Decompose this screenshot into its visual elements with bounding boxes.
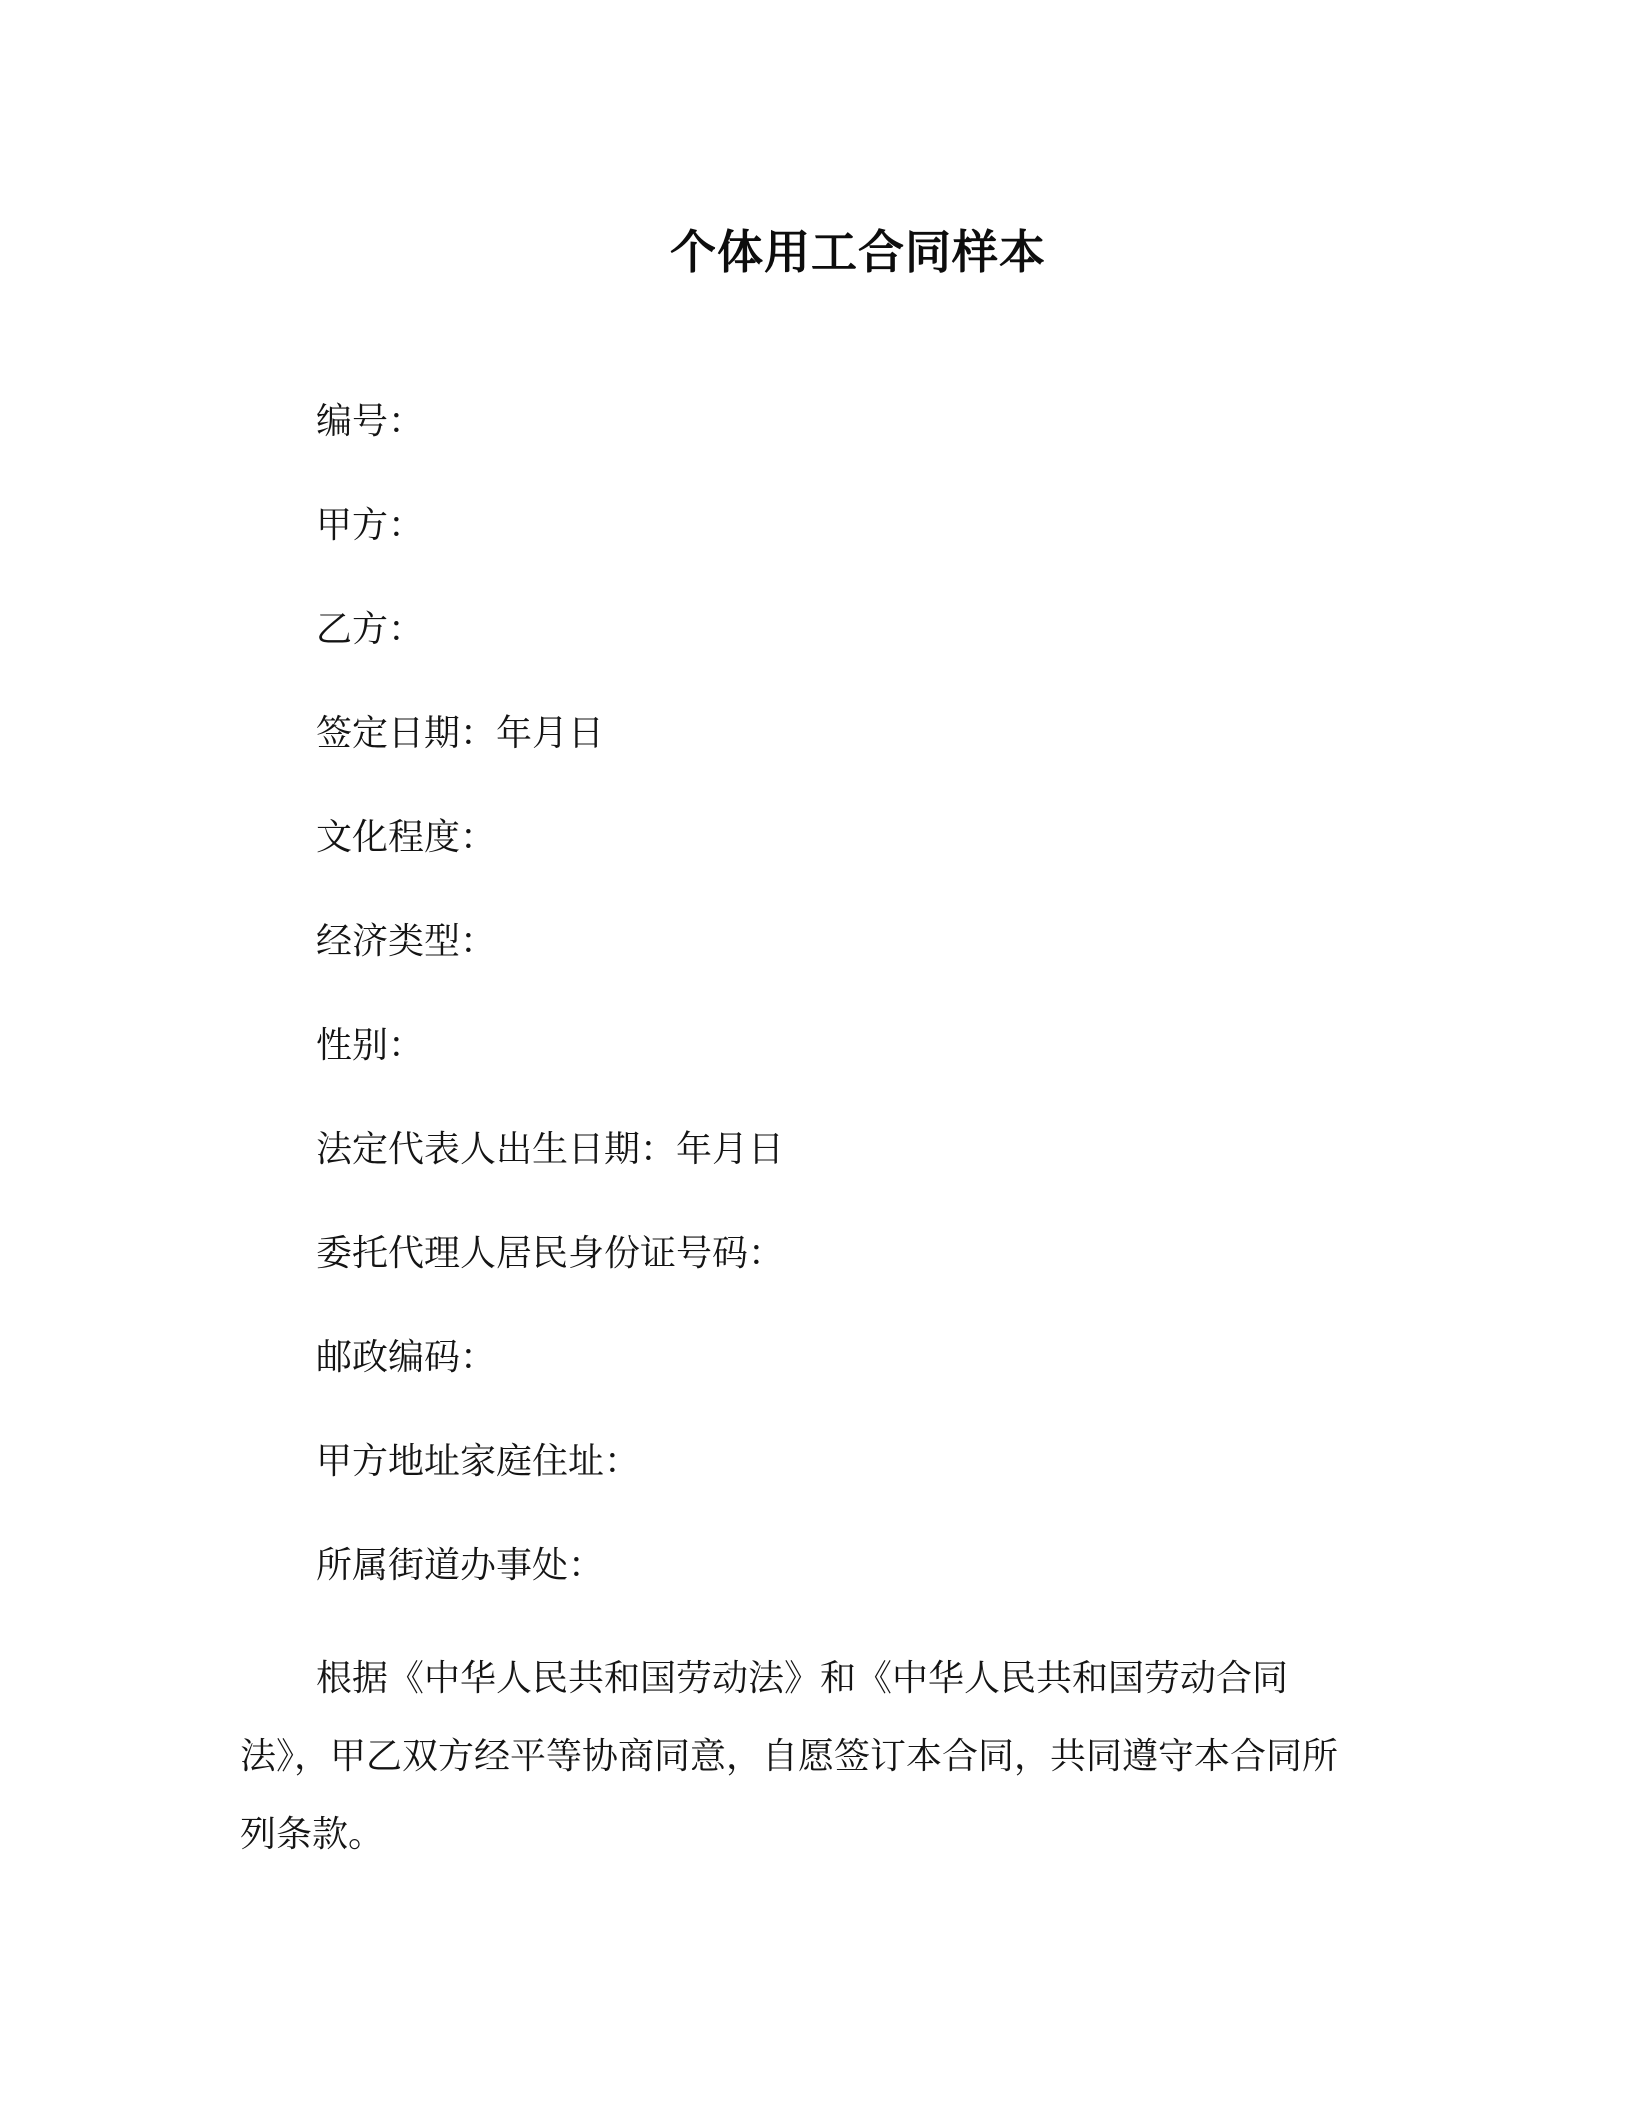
field-economic-type: 经济类型： <box>316 921 497 962</box>
intro-paragraph: 根据《中华人民共和国劳动法》和《中华人民共和国劳动合同法》，甲乙双方经平等协商同意，自愿签订本合同，共同遵守本合同所列条款。 <box>240 1658 1339 1855</box>
field-party-a-address: 甲方地址家庭住址： <box>316 1441 641 1482</box>
field-postal-code: 邮政编码： <box>316 1337 497 1378</box>
field-contract-number: 编号： <box>316 401 425 442</box>
document-title: 个体用工合同样本 <box>670 225 1046 279</box>
field-education-level: 文化程度： <box>316 817 497 858</box>
field-legal-representative-birth-date: 法定代表人出生日期：年月日 <box>316 1129 785 1170</box>
field-gender: 性别： <box>316 1025 425 1066</box>
field-agent-id-number: 委托代理人居民身份证号码： <box>316 1233 785 1274</box>
field-party-b: 乙方： <box>316 609 425 650</box>
field-signing-date: 签定日期：年月日 <box>316 713 605 754</box>
contract-fields-list <box>316 396 784 1644</box>
field-subdistrict-office: 所属街道办事处： <box>316 1545 605 1586</box>
field-party-a: 甲方： <box>316 505 425 546</box>
